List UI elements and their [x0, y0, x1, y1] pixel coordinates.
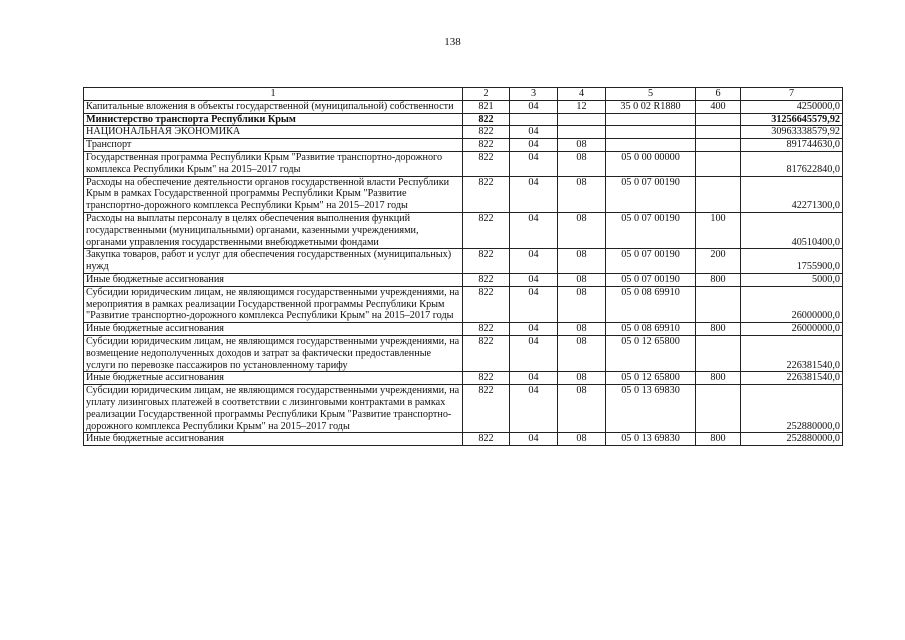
table-row	[84, 433, 843, 446]
expense-type-code-cell	[696, 335, 741, 371]
subsection-code-cell: 08	[558, 176, 606, 212]
subsection-code-cell	[558, 113, 606, 126]
admin-code-cell: 821	[463, 100, 510, 113]
admin-code-cell: 822	[463, 273, 510, 286]
subsection-code-cell: 08	[558, 323, 606, 336]
section-code-cell: 04	[510, 249, 558, 274]
table-row	[84, 139, 843, 152]
subsection-code-cell: 08	[558, 151, 606, 176]
amount-cell: 252880000,0	[741, 385, 843, 433]
expense-type-code-cell: 800	[696, 323, 741, 336]
expense-type-code-cell	[696, 286, 741, 322]
section-code-cell: 04	[510, 126, 558, 139]
amount-cell: 1755900,0	[741, 249, 843, 274]
target-article-code-cell: 05 0 07 00190	[606, 249, 696, 274]
header-cell: 4	[558, 88, 606, 101]
table-row	[84, 335, 843, 371]
expense-type-code-cell	[696, 113, 741, 126]
target-article-code-cell	[606, 126, 696, 139]
section-code-cell: 04	[510, 176, 558, 212]
subsection-code-cell: 08	[558, 372, 606, 385]
row-name-cell: Государственная программа Республики Крым "Развитие транспортно-дорожного комплекса Республики Крым" на 2015–2017 годы	[84, 151, 463, 176]
subsection-code-cell: 08	[558, 385, 606, 433]
admin-code-cell: 822	[463, 151, 510, 176]
subsection-code-cell: 08	[558, 335, 606, 371]
subsection-code-cell: 08	[558, 139, 606, 152]
target-article-code-cell	[606, 139, 696, 152]
expense-type-code-cell	[696, 385, 741, 433]
target-article-code-cell: 05 0 07 00190	[606, 176, 696, 212]
admin-code-cell: 822	[463, 323, 510, 336]
table-row	[84, 100, 843, 113]
row-name-cell: Транспорт	[84, 139, 463, 152]
amount-cell: 252880000,0	[741, 433, 843, 446]
amount-cell: 26000000,0	[741, 286, 843, 322]
admin-code-cell: 822	[463, 372, 510, 385]
amount-cell: 5000,0	[741, 273, 843, 286]
table-row	[84, 249, 843, 274]
row-name-cell: Министерство транспорта Республики Крым	[84, 113, 463, 126]
section-code-cell: 04	[510, 433, 558, 446]
subsection-code-cell: 08	[558, 212, 606, 248]
header-cell: 2	[463, 88, 510, 101]
section-code-cell: 04	[510, 323, 558, 336]
header-cell: 5	[606, 88, 696, 101]
table-row	[84, 126, 843, 139]
row-name-cell: Иные бюджетные ассигнования	[84, 323, 463, 336]
row-name-cell: Иные бюджетные ассигнования	[84, 433, 463, 446]
target-article-code-cell: 05 0 08 69910	[606, 323, 696, 336]
table-row	[84, 212, 843, 248]
amount-cell: 40510400,0	[741, 212, 843, 248]
section-code-cell: 04	[510, 385, 558, 433]
admin-code-cell: 822	[463, 249, 510, 274]
section-code-cell: 04	[510, 273, 558, 286]
section-code-cell	[510, 113, 558, 126]
header-cell: 6	[696, 88, 741, 101]
amount-cell: 26000000,0	[741, 323, 843, 336]
table-row	[84, 323, 843, 336]
target-article-code-cell: 35 0 02 R1880	[606, 100, 696, 113]
subsection-code-cell: 08	[558, 433, 606, 446]
budget-table	[83, 87, 843, 446]
row-name-cell: Закупка товаров, работ и услуг для обеспечения государственных (муниципальных) нужд	[84, 249, 463, 274]
table-row	[84, 176, 843, 212]
amount-cell: 891744630,0	[741, 139, 843, 152]
section-code-cell: 04	[510, 335, 558, 371]
section-code-cell: 04	[510, 212, 558, 248]
header-cell: 7	[741, 88, 843, 101]
admin-code-cell: 822	[463, 176, 510, 212]
header-cell: 1	[84, 88, 463, 101]
admin-code-cell: 822	[463, 113, 510, 126]
target-article-code-cell: 05 0 07 00190	[606, 273, 696, 286]
table-row	[84, 372, 843, 385]
target-article-code-cell	[606, 113, 696, 126]
subsection-code-cell	[558, 126, 606, 139]
table-row	[84, 151, 843, 176]
row-name-cell: Субсидии юридическим лицам, не являющимся государственными учреждениями, на мероприятия в рамках реализации Государственной программы Республики Крым "Развитие транспортно-дорожного комплекса Республики Крым" на 2015–2017 годы	[84, 286, 463, 322]
row-name-cell: Расходы на выплаты персоналу в целях обеспечения выполнения функций государственными (муниципальными) органами, казенными учреждениями, органами управления государственными внебюджетными фондами	[84, 212, 463, 248]
section-code-cell: 04	[510, 286, 558, 322]
amount-cell: 42271300,0	[741, 176, 843, 212]
admin-code-cell: 822	[463, 335, 510, 371]
table-row	[84, 273, 843, 286]
admin-code-cell: 822	[463, 433, 510, 446]
amount-cell: 31256645579,92	[741, 113, 843, 126]
target-article-code-cell: 05 0 00 00000	[606, 151, 696, 176]
admin-code-cell: 822	[463, 126, 510, 139]
target-article-code-cell: 05 0 07 00190	[606, 212, 696, 248]
expense-type-code-cell: 100	[696, 212, 741, 248]
expense-type-code-cell: 200	[696, 249, 741, 274]
target-article-code-cell: 05 0 12 65800	[606, 372, 696, 385]
table-row	[84, 113, 843, 126]
row-name-cell: Капитальные вложения в объекты государственной (муниципальной) собственности	[84, 100, 463, 113]
expense-type-code-cell	[696, 139, 741, 152]
page-number: 138	[444, 36, 461, 48]
amount-cell: 30963338579,92	[741, 126, 843, 139]
admin-code-cell: 822	[463, 286, 510, 322]
target-article-code-cell: 05 0 12 65800	[606, 335, 696, 371]
row-name-cell: Субсидии юридическим лицам, не являющимся государственными учреждениями, на возмещение недополученных доходов и затрат за фактически предоставленные услуги по перевозке пассажиров по установленному тарифу	[84, 335, 463, 371]
table-row	[84, 286, 843, 322]
amount-cell: 817622840,0	[741, 151, 843, 176]
row-name-cell: НАЦИОНАЛЬНАЯ ЭКОНОМИКА	[84, 126, 463, 139]
section-code-cell: 04	[510, 372, 558, 385]
subsection-code-cell: 08	[558, 249, 606, 274]
header-cell: 3	[510, 88, 558, 101]
expense-type-code-cell: 800	[696, 273, 741, 286]
target-article-code-cell: 05 0 08 69910	[606, 286, 696, 322]
amount-cell: 4250000,0	[741, 100, 843, 113]
section-code-cell: 04	[510, 151, 558, 176]
admin-code-cell: 822	[463, 212, 510, 248]
amount-cell: 226381540,0	[741, 335, 843, 371]
row-name-cell: Иные бюджетные ассигнования	[84, 273, 463, 286]
row-name-cell: Расходы на обеспечение деятельности органов государственной власти Республики Крым в рамках Государственной программы Республики Крым "Развитие транспортно-дорожного комплекса Республики Крым" на 2015–2017 годы	[84, 176, 463, 212]
admin-code-cell: 822	[463, 139, 510, 152]
target-article-code-cell: 05 0 13 69830	[606, 385, 696, 433]
table-row	[84, 385, 843, 433]
header-row	[84, 88, 843, 101]
expense-type-code-cell: 400	[696, 100, 741, 113]
subsection-code-cell: 08	[558, 286, 606, 322]
section-code-cell: 04	[510, 100, 558, 113]
target-article-code-cell: 05 0 13 69830	[606, 433, 696, 446]
row-name-cell: Иные бюджетные ассигнования	[84, 372, 463, 385]
section-code-cell: 04	[510, 139, 558, 152]
subsection-code-cell: 08	[558, 273, 606, 286]
subsection-code-cell: 12	[558, 100, 606, 113]
expense-type-code-cell	[696, 176, 741, 212]
expense-type-code-cell: 800	[696, 372, 741, 385]
row-name-cell: Субсидии юридическим лицам, не являющимся государственными учреждениями, на уплату лизинговых платежей в соответствии с лизинговыми контрактами в рамках реализации Государственной программы Республики Крым "Развитие транспортно-дорожного комплекса Республики Крым" на 2015–2017 годы	[84, 385, 463, 433]
expense-type-code-cell: 800	[696, 433, 741, 446]
expense-type-code-cell	[696, 126, 741, 139]
admin-code-cell: 822	[463, 385, 510, 433]
expense-type-code-cell	[696, 151, 741, 176]
amount-cell: 226381540,0	[741, 372, 843, 385]
